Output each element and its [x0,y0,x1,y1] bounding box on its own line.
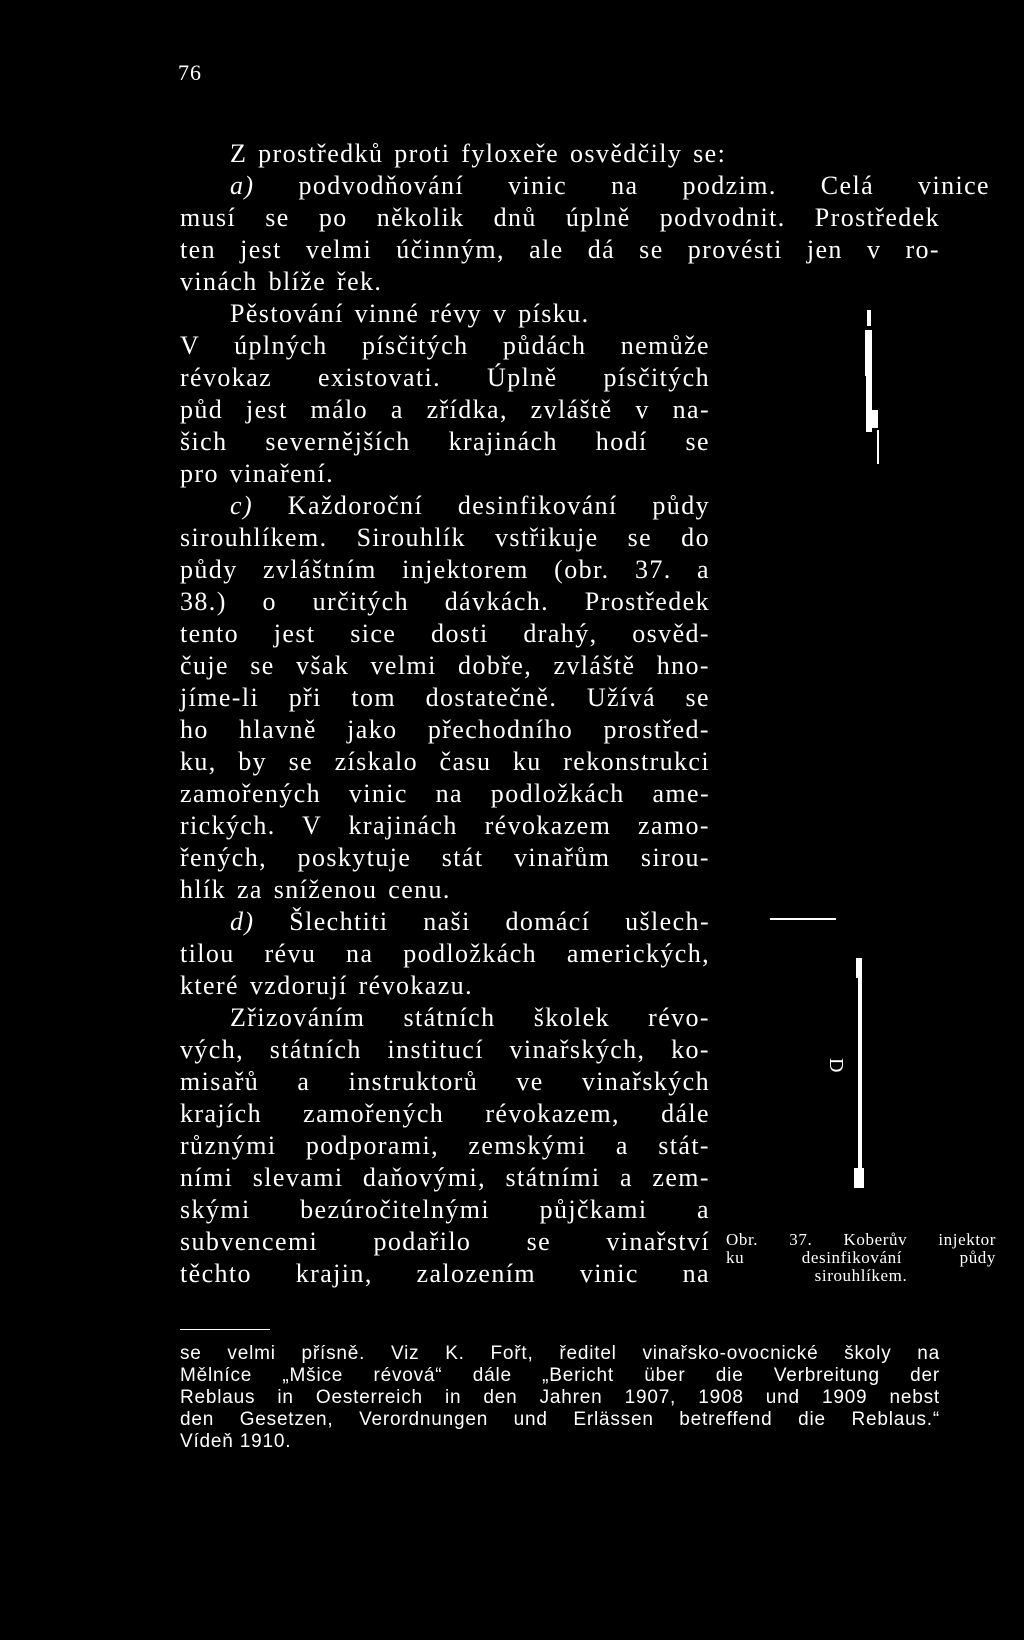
text-line: sirouhlíkem. Sirouhlík vstřikuje se do [180,523,710,552]
text-line: které vzdorují révokazu. [180,971,473,1000]
text-line: Z prostředků proti fyloxeře osvědčily se: [230,139,727,168]
item-label: c) [230,491,253,520]
text-line: různými podporami, zemskými a stát- [180,1131,710,1160]
footnote-line: den Gesetzen, Verordnungen und Erlässen betreffend die Reblaus.“ [180,1409,940,1430]
text-line: misařů a instruktorů ve vinařských [180,1067,710,1096]
figure-caption [726,1231,996,1285]
injector-handle [856,958,862,978]
text-line: vých, státních institucí vinařských, ko- [180,1035,710,1064]
text-span: Každoroční desinfikování půdy [287,491,710,520]
text-line: zamořených vinic na podložkách ame- [180,779,710,808]
text-line: krajích zamořených révokazem, dále [180,1099,710,1128]
footnote-line: Mělníce „Mšice révová“ dále „Bericht über die Verbreitung der [180,1365,940,1386]
caption-line: Obr. 37. Koberův injektor [726,1230,996,1249]
text-line: půd jest málo a zřídka, zvláště v na- [180,395,710,424]
text-line: Pěstování vinné révy v písku. [230,299,590,328]
text-span: podvodňování vinic na podzim. Celá vinice [298,171,990,200]
injector-shaft [858,978,862,1188]
text-line: těchto krajin, zalozením vinic na [180,1259,710,1288]
injector-pedal [870,410,878,428]
injector-tip [877,430,879,464]
footnote [180,1343,940,1453]
text-line: skými bezúročitelnými půjčkami a [180,1195,710,1224]
text-line: jíme-li při tom dostatečně. Užívá se [180,683,710,712]
text-line: tento jest sice dosti drahý, osvěd- [180,619,710,648]
text-line: vinách blíže řek. [180,267,383,296]
text-line: révokaz existovati. Úplně písčitých [180,363,710,392]
text-line [180,170,990,202]
text-line: pro vinaření. [180,459,335,488]
injector-figure-lower [770,918,880,1208]
injector-body [865,330,872,376]
item-label: d) [230,907,255,936]
injector-figure-upper [850,310,890,470]
footnote-line: se velmi přísně. Viz K. Fořt, ředitel vinařsko-ovocnické školy na [180,1343,940,1364]
text-line: ten jest velmi účinným, ale dá se provésti jen v ro- [180,235,940,264]
text-line: řených, poskytuje stát vinařům sirou- [180,843,710,872]
text-line: hlík za sníženou cenu. [180,875,451,904]
caption-line: sirouhlíkem. [814,1266,908,1285]
text-line: 38.) o určitých dávkách. Prostředek [180,587,710,616]
figure-marker: D [825,1058,847,1073]
text-line: V úplných písčitých půdách nemůže [180,331,710,360]
text-line: musí se po několik dnů úplně podvodnit. Prostředek [180,203,940,232]
text-line: čuje se však velmi dobře, zvláště hno- [180,651,710,680]
text-line: ku, by se získalo času ku rekonstrukci [180,747,710,776]
text-line: šich severnějších krajinách hodí se [180,427,710,456]
item-label: a) [230,171,255,200]
text-line [180,906,710,938]
text-span: Šlechtiti naši domácí ušlech- [289,907,710,936]
injector-nozzle [854,1168,864,1188]
footnote-line: Reblaus in Oesterreich in den Jahren 1907, 1908 und 1909 nebst [180,1387,940,1408]
text-line: ními slevami daňovými, státními a zem- [180,1163,710,1192]
injector-crossbar [770,918,836,920]
text-line: tilou révu na podložkách amerických, [180,939,710,968]
injector-handle [867,310,871,326]
text-line: ho hlavně jako přechodního prostřed- [180,715,710,744]
page-number: 76 [178,60,202,85]
text-line: Zřizováním státních školek révo- [230,1003,710,1032]
footnote-divider [180,1329,270,1330]
footnote-line: Vídeň 1910. [180,1431,292,1452]
text-line: půdy zvláštním injektorem (obr. 37. a [180,555,710,584]
text-line [180,490,710,522]
text-line: rických. V krajinách révokazem zamo- [180,811,710,840]
text-line: subvencemi podařilo se vinařství [180,1227,710,1256]
caption-line: ku desinfikování půdy [726,1248,996,1267]
